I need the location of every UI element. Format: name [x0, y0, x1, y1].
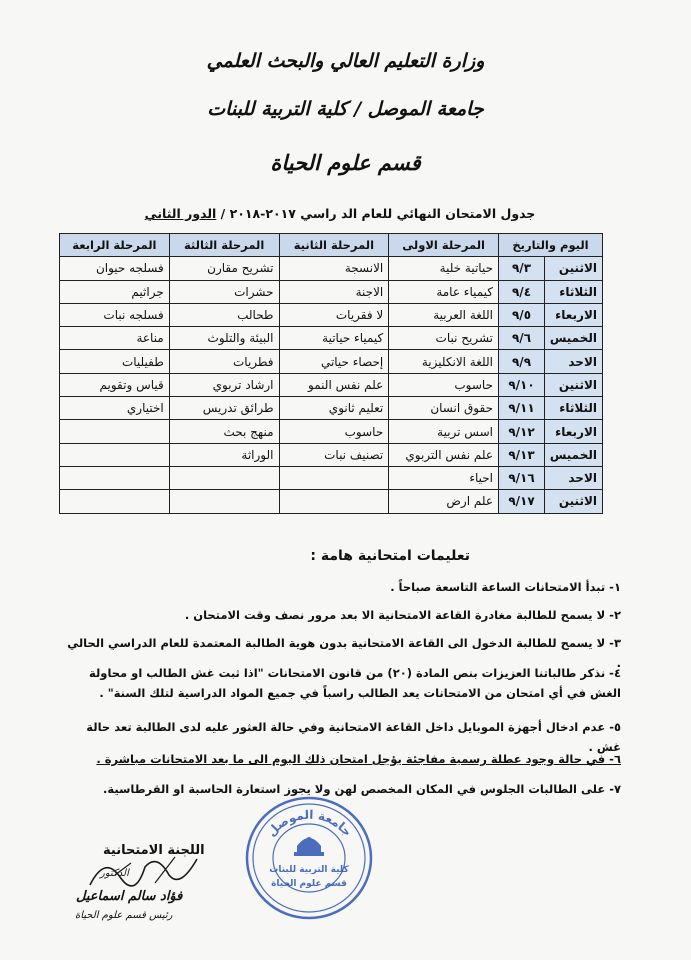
- stage-2-cell: [279, 466, 389, 489]
- stage-2-cell: تعليم ثانوي: [279, 397, 389, 420]
- column-header-day-date: اليوم والتاريخ: [499, 234, 603, 257]
- table-row: [60, 420, 603, 443]
- day-cell: الثلاثاء: [545, 397, 603, 420]
- stage-3-cell: الوراثة: [169, 443, 279, 466]
- date-cell: ٩/١٧: [499, 490, 545, 513]
- stage-3-cell: البيئة والتلوث: [169, 327, 279, 350]
- date-cell: ٩/١٢: [499, 420, 545, 443]
- stamp-bottom-text: قسم علوم الحياة: [271, 879, 347, 889]
- stage-4-cell: جراثيم: [60, 280, 170, 303]
- stage-4-cell: قياس وتقويم: [60, 373, 170, 396]
- stage-1-cell: احياء: [389, 466, 499, 489]
- table-row: [60, 280, 603, 303]
- stage-2-cell: حاسوب: [279, 420, 389, 443]
- instruction-item: ٥- عدم ادخال أجهزة الموبايل داخل القاعة الامتحانية وفي حالة العثور عليه لدى الطالبة تعد حالة غش .: [86, 720, 621, 754]
- instruction-item: ٦- في حالة وجود عطلة رسمية مفاجئة يؤجل امتحان ذلك اليوم الى ما بعد الامتحانات مباشرة .: [96, 752, 621, 766]
- stage-4-cell: فسلجه نبات: [60, 303, 170, 326]
- signatory-name: فؤاد سالم اسماعيل: [76, 889, 183, 904]
- stage-3-cell: طحالب: [169, 303, 279, 326]
- exam-committee-label: اللجنة الامتحانية: [103, 843, 205, 858]
- instruction-item: ٧- على الطالبات الجلوس في المكان المخصص لهن ولا يجوز استعارة الحاسبة او القرطاسية.: [103, 782, 621, 796]
- table-row: [60, 397, 603, 420]
- instruction-item: ٢- لا يسمح للطالبة مغادرة القاعة الامتحانية الا بعد مرور نصف وقت الامتحان .: [184, 608, 621, 622]
- instruction-item: ٤- نذكر طالباتنا العزيزات بنص المادة (٢٠) من قانون الامتحانات "اذا ثبت غش الطالب او محاولة الغش في أي امتحان من الامتحانات يعد الطالب راسباً في جميع المواد الدراسية لتلك السنة" .: [89, 666, 621, 700]
- table-row: [60, 350, 603, 373]
- date-cell: ٩/٩: [499, 350, 545, 373]
- stage-3-cell: تشريح مقارن: [169, 257, 279, 280]
- university-heading: جامعة الموصل / كلية التربية للبنات: [207, 98, 484, 120]
- schedule-title-main: جدول الامتحان النهائي للعام الد راسي ٢٠١٧-٢٠١٨ /: [220, 206, 536, 221]
- stage-4-cell: مناعة: [60, 327, 170, 350]
- schedule-title: [120, 206, 560, 221]
- column-header-stage-3: المرحلة الثالثة: [169, 234, 279, 257]
- stage-2-cell: الانسجة: [279, 257, 389, 280]
- instructions-title: تعليمات امتحانية هامة :: [310, 548, 470, 564]
- stage-3-cell: منهج بحث: [169, 420, 279, 443]
- department-stamp: [242, 792, 377, 922]
- stage-3-cell: [169, 466, 279, 489]
- schedule-title-round: الدور الثاني: [144, 206, 217, 221]
- day-cell: الخميس: [545, 327, 603, 350]
- stage-1-cell: علم ارض: [389, 490, 499, 513]
- table-row: [60, 257, 603, 280]
- stage-1-cell: كيمياء عامة: [389, 280, 499, 303]
- date-cell: ٩/١٦: [499, 466, 545, 489]
- date-cell: ٩/٤: [499, 280, 545, 303]
- day-cell: الخميس: [545, 443, 603, 466]
- table-row: [60, 443, 603, 466]
- stage-4-cell: [60, 443, 170, 466]
- date-cell: ٩/١٠: [499, 373, 545, 396]
- day-cell: الاربعاء: [545, 303, 603, 326]
- stage-3-cell: [169, 490, 279, 513]
- stage-3-cell: طرائق تدريس: [169, 397, 279, 420]
- stage-1-cell: اسس تربية: [389, 420, 499, 443]
- stage-1-cell: اللغة الانكليزية: [389, 350, 499, 373]
- day-cell: الاحد: [545, 466, 603, 489]
- date-cell: ٩/٥: [499, 303, 545, 326]
- table-row: [60, 466, 603, 489]
- day-cell: الاحد: [545, 350, 603, 373]
- stage-2-cell: كيمياء حياتية: [279, 327, 389, 350]
- stage-4-cell: [60, 490, 170, 513]
- table-header-row: [60, 234, 603, 257]
- stage-2-cell: الاجنة: [279, 280, 389, 303]
- instruction-item: ٣- لا يسمح للطالبة الدخول الى القاعة الامتحانية بدون هوية الطالبة المعتمدة للعام الدراسي الحالي .: [67, 636, 621, 670]
- signatory-role: رئيس قسم علوم الحياة: [75, 910, 173, 921]
- date-cell: ٩/٦: [499, 327, 545, 350]
- stage-1-cell: تشريح نبات: [389, 327, 499, 350]
- stage-2-cell: علم نفس النمو: [279, 373, 389, 396]
- stage-2-cell: إحصاء حياتي: [279, 350, 389, 373]
- stage-4-cell: طفيليات: [60, 350, 170, 373]
- column-header-stage-2: المرحلة الثانية: [279, 234, 389, 257]
- table-row: [60, 303, 603, 326]
- stage-2-cell: لا فقريات: [279, 303, 389, 326]
- column-header-stage-1: المرحلة الاولى: [389, 234, 499, 257]
- stage-1-cell: علم نفس التربوي: [389, 443, 499, 466]
- day-cell: الاثنين: [545, 490, 603, 513]
- stage-4-cell: [60, 420, 170, 443]
- day-cell: الثلاثاء: [545, 280, 603, 303]
- stage-1-cell: اللغة العربية: [389, 303, 499, 326]
- stage-2-cell: تصنيف نبات: [279, 443, 389, 466]
- date-cell: ٩/١١: [499, 397, 545, 420]
- date-cell: ٩/١٣: [499, 443, 545, 466]
- day-cell: الاثنين: [545, 257, 603, 280]
- stage-2-cell: [279, 490, 389, 513]
- instruction-item: ١- تبدأ الامتحانات الساعة التاسعة صباحاً .: [390, 580, 621, 594]
- stage-3-cell: فطريات: [169, 350, 279, 373]
- day-cell: الاربعاء: [545, 420, 603, 443]
- stage-1-cell: حاسوب: [389, 373, 499, 396]
- stage-4-cell: فسلجه حيوان: [60, 257, 170, 280]
- date-cell: ٩/٣: [499, 257, 545, 280]
- stage-4-cell: اختياري: [60, 397, 170, 420]
- stage-1-cell: حياتية خلية: [389, 257, 499, 280]
- table-row: [60, 373, 603, 396]
- day-cell: الاثنين: [545, 373, 603, 396]
- stamp-top-text: جامعة الموصل: [264, 807, 355, 840]
- stage-3-cell: ارشاد تربوي: [169, 373, 279, 396]
- column-header-stage-4: المرحلة الرابعة: [60, 234, 170, 257]
- table-row: [60, 327, 603, 350]
- stage-1-cell: حقوق انسان: [389, 397, 499, 420]
- stamp-middle-text: كلية التربية للبنات: [269, 865, 349, 875]
- exam-schedule-table: [59, 233, 603, 514]
- emblem-icon: [294, 837, 324, 856]
- stage-3-cell: حشرات: [169, 280, 279, 303]
- department-heading: قسم علوم الحياة: [270, 150, 421, 175]
- ministry-heading: وزارة التعليم العالي والبحث العلمي: [206, 50, 485, 72]
- stage-4-cell: [60, 466, 170, 489]
- signatory-title: الدكتور: [100, 868, 129, 879]
- table-row: [60, 490, 603, 513]
